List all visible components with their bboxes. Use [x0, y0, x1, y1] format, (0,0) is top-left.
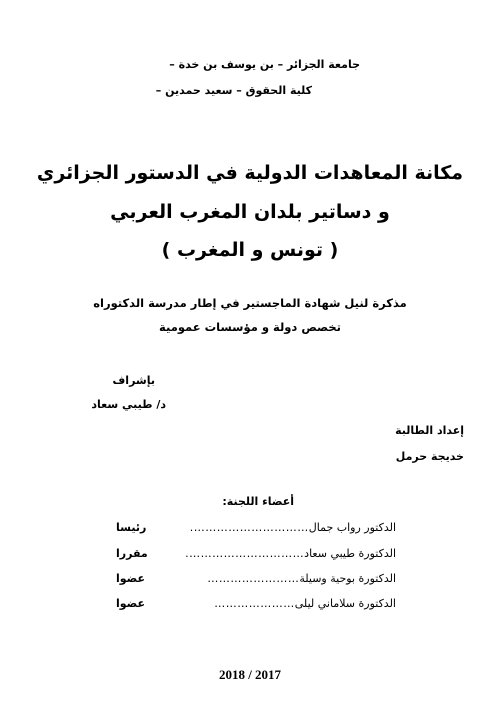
committee-member-role: رئيسا	[116, 521, 147, 534]
committee-member-name: الدكتورة بوحية وسيلة	[299, 572, 396, 585]
thesis-description: مذكرة لنيل شهادة الماجستير في إطار مدرسة الدكتوراه	[93, 296, 407, 310]
committee-member-name: الدكتور رواب جمال	[308, 521, 396, 534]
faculty-name: كلية الحقوق – سعيد حمدين –	[155, 84, 312, 97]
thesis-title-line-1: مكانة المعاهدات الدولية في الدستور الجزائري	[36, 162, 464, 184]
committee-label: أعضاء اللجنة:	[222, 495, 294, 508]
thesis-title-line-2: و دساتير بلدان المغرب العربي	[110, 201, 390, 223]
committee-member-dots: ………………………….	[185, 547, 305, 560]
thesis-title-line-3: ( تونس و المغرب )	[161, 239, 339, 261]
academic-year: 2018 / 2017	[218, 667, 282, 682]
committee-member-row	[116, 521, 396, 534]
committee-member-role: عضوا	[116, 597, 146, 610]
committee-member-dots: …………………	[214, 597, 295, 610]
supervisor-name: د/ طيبي سعاد	[91, 398, 166, 411]
committee-member-role: عضوا	[116, 572, 146, 585]
student-label: إعداد الطالبة	[395, 424, 464, 437]
student-name: خديجة حرمل	[395, 450, 464, 463]
committee-member-dots: ………………………….	[189, 521, 309, 534]
committee-member-row	[116, 597, 396, 610]
committee-member-name: الدكتورة سلاماني ليلى	[294, 597, 396, 610]
committee-member-dots: ……………………	[207, 572, 300, 585]
supervisor-label: بإشراف	[112, 374, 155, 387]
committee-member-role: مقررا	[116, 547, 148, 560]
committee-member-name: الدكتورة طيبي سعاد	[304, 547, 396, 560]
committee-member-row	[116, 572, 396, 585]
university-name: جامعة الجزائر – بن يوسف بن خدة –	[169, 58, 360, 71]
committee-member-row	[116, 547, 396, 560]
thesis-specialty: تخصص دولة و مؤسسات عمومية	[159, 320, 341, 334]
